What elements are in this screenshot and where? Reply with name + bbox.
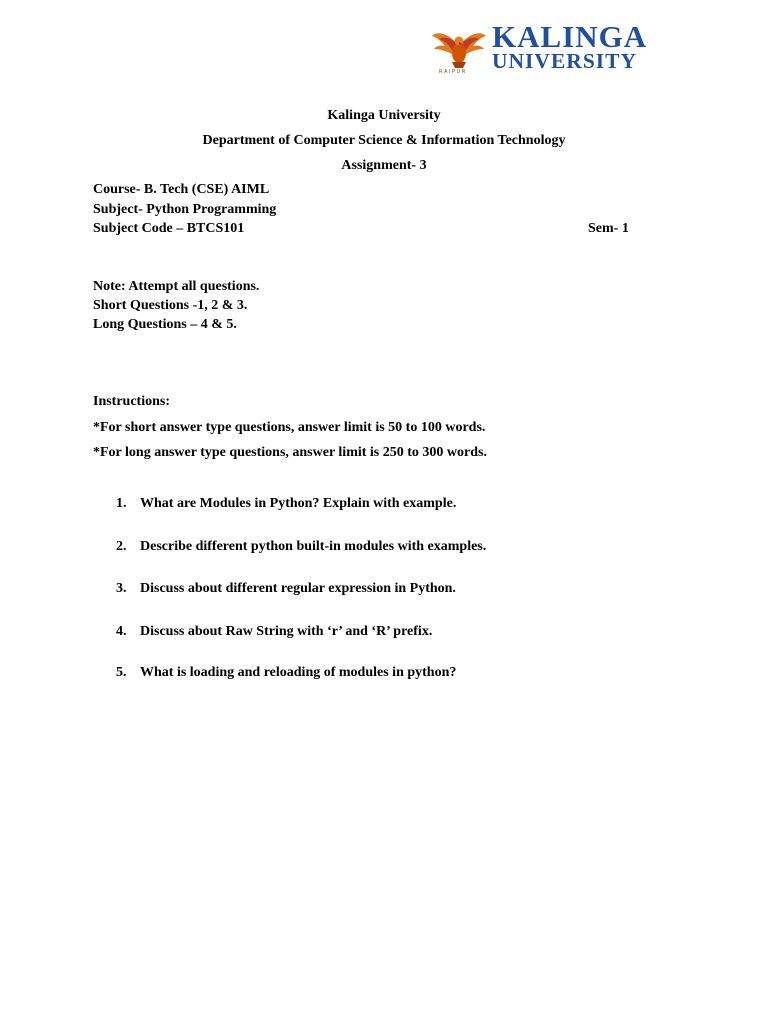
question-number: 1.: [116, 496, 127, 511]
course-line: Course- B. Tech (CSE) AIML: [93, 182, 270, 197]
assignment-title: Assignment- 3: [341, 158, 427, 173]
question-text: Discuss about Raw String with ‘r’ and ‘R’ prefix.: [140, 624, 433, 639]
question-text: What is loading and reloading of modules in python?: [140, 665, 457, 680]
instructions-heading: Instructions:: [93, 394, 171, 409]
university-logo: [430, 19, 680, 76]
note-line: Note: Attempt all questions.: [93, 279, 260, 294]
question-text: Discuss about different regular expression in Python.: [140, 581, 456, 596]
short-questions-line: Short Questions -1, 2 & 3.: [93, 298, 248, 313]
department-name: Department of Computer Science & Information Technology: [202, 133, 566, 148]
logo-text-kalinga: KALINGA: [492, 19, 648, 54]
question-number: 2.: [116, 539, 127, 554]
long-questions-line: Long Questions – 4 & 5.: [93, 317, 237, 332]
short-answer-instruction: *For short answer type questions, answer limit is 50 to 100 words.: [93, 420, 486, 435]
question-text: What are Modules in Python? Explain with example.: [140, 496, 457, 511]
logo-text-university: UNIVERSITY: [492, 49, 638, 73]
subject-line: Subject- Python Programming: [93, 202, 277, 217]
long-answer-instruction: *For long answer type questions, answer limit is 250 to 300 words.: [93, 445, 487, 460]
question-number: 4.: [116, 624, 127, 639]
question-number: 5.: [116, 665, 127, 680]
question-number: 3.: [116, 581, 127, 596]
logo-emblem-caption: RAIPUR: [439, 69, 467, 75]
semester-label: Sem- 1: [588, 221, 629, 236]
subject-code-line: Subject Code – BTCS101: [93, 221, 245, 236]
question-text: Describe different python built-in modules with examples.: [140, 539, 487, 554]
university-name: Kalinga University: [327, 108, 441, 123]
